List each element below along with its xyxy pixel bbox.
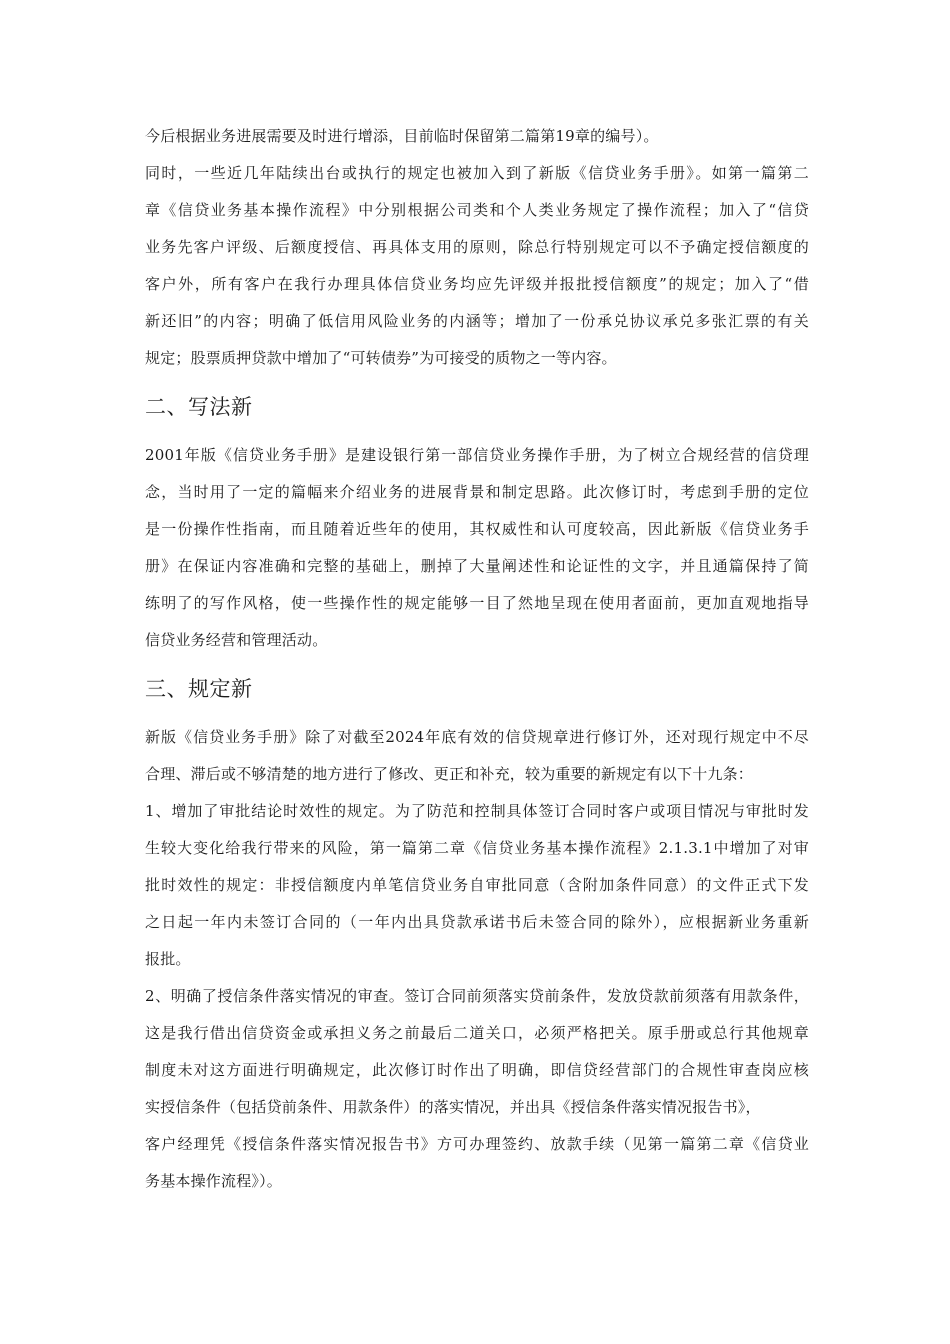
section2-line-6: 信贷业务经营和管理活动。 <box>145 631 328 649</box>
section3-line-12: 客户经理凭《授信条件落实情况报告书》方可办理签约、放款手续（见第一篇第二章《信贷业 <box>145 1135 809 1153</box>
section3-line-9: 这是我行借出信贷资金或承担义务之前最后二道关口，必须严格把关。原手册或总行其他规章 <box>145 1024 809 1042</box>
section3-line-5: 批时效性的规定：非授信额度内单笔信贷业务自审批同意（含附加条件同意）的文件正式下发 <box>145 876 809 894</box>
section-heading-writing: 二、写法新 <box>145 395 253 419</box>
intro-line-1: 今后根据业务进展需要及时进行增添，目前临时保留第二篇第19章的编号）。 <box>145 127 659 145</box>
section3-line-2: 合理、滞后或不够清楚的地方进行了修改、更正和补充，较为重要的新规定有以下十九条： <box>145 765 754 783</box>
section2-line-1: 2001年版《信贷业务手册》是建设银行第一部信贷业务操作手册，为了树立合规经营的信贷理 <box>145 446 809 464</box>
section3-paragraph <box>145 719 809 1200</box>
section3-line-3: 1、增加了审批结论时效性的规定。为了防范和控制具体签订合同时客户或项目情况与审批时发 <box>145 802 809 820</box>
section3-line-11: 实授信条件（包括贷前条件、用款条件）的落实情况，并出具《授信条件落实情况报告书》， <box>145 1098 761 1116</box>
section3-line-13: 务基本操作流程》）。 <box>145 1172 283 1190</box>
intro-line-7: 规定；股票质押贷款中增加了“可转债券”为可接受的质物之一等内容。 <box>145 349 617 367</box>
section3-line-4: 生较大变化给我行带来的风险，第一篇第二章《信贷业务基本操作流程》2.1.3.1中增加了对审 <box>145 839 809 857</box>
section2-line-4: 册》在保证内容准确和完整的基础上，删掉了大量阐述性和论证性的文字，并且通篇保持了简 <box>145 557 809 575</box>
section3-line-7: 报批。 <box>145 950 191 968</box>
section3-line-6: 之日起一年内未签订合同的（一年内出具贷款承诺书后未签合同的除外），应根据新业务重新 <box>145 913 809 931</box>
document-page <box>145 118 809 1200</box>
intro-line-6: 新还旧”的内容；明确了低信用风险业务的内涵等；增加了一份承兑协议承兑多张汇票的有关 <box>145 312 809 330</box>
intro-line-4: 业务先客户评级、后额度授信、再具体支用的原则，除总行特别规定可以不予确定授信额度的 <box>145 238 809 256</box>
section3-line-8: 2、明确了授信条件落实情况的审查。签订合同前须落实贷前条件，发放贷款前须落有用款条件， <box>145 987 809 1005</box>
section2-line-5: 练明了的写作风格，使一些操作性的规定能够一目了然地呈现在使用者面前，更加直观地指导 <box>145 594 809 612</box>
section2-line-2: 念，当时用了一定的篇幅来介绍业务的进展背景和制定思路。此次修订时，考虑到手册的定位 <box>145 483 809 501</box>
section3-line-10: 制度未对这方面进行明确规定，此次修订时作出了明确，即信贷经营部门的合规性审查岗应核 <box>145 1061 809 1079</box>
section2-paragraph <box>145 437 809 659</box>
intro-line-2: 同时，一些近几年陆续出台或执行的规定也被加入到了新版《信贷业务手册》。如第一篇第二 <box>145 164 809 182</box>
section-heading-rules: 三、规定新 <box>145 677 253 701</box>
intro-line-3: 章《信贷业务基本操作流程》中分别根据公司类和个人类业务规定了操作流程；加入了“信贷 <box>145 201 809 219</box>
section2-line-3: 是一份操作性指南，而且随着近些年的使用，其权威性和认可度较高，因此新版《信贷业务手 <box>145 520 809 538</box>
intro-paragraph <box>145 118 809 377</box>
intro-line-5: 客户外，所有客户在我行办理具体信贷业务均应先评级并报批授信额度”的规定；加入了“借 <box>145 275 809 293</box>
section3-line-1: 新版《信贷业务手册》除了对截至2024年底有效的信贷规章进行修订外，还对现行规定中不尽 <box>145 728 809 746</box>
